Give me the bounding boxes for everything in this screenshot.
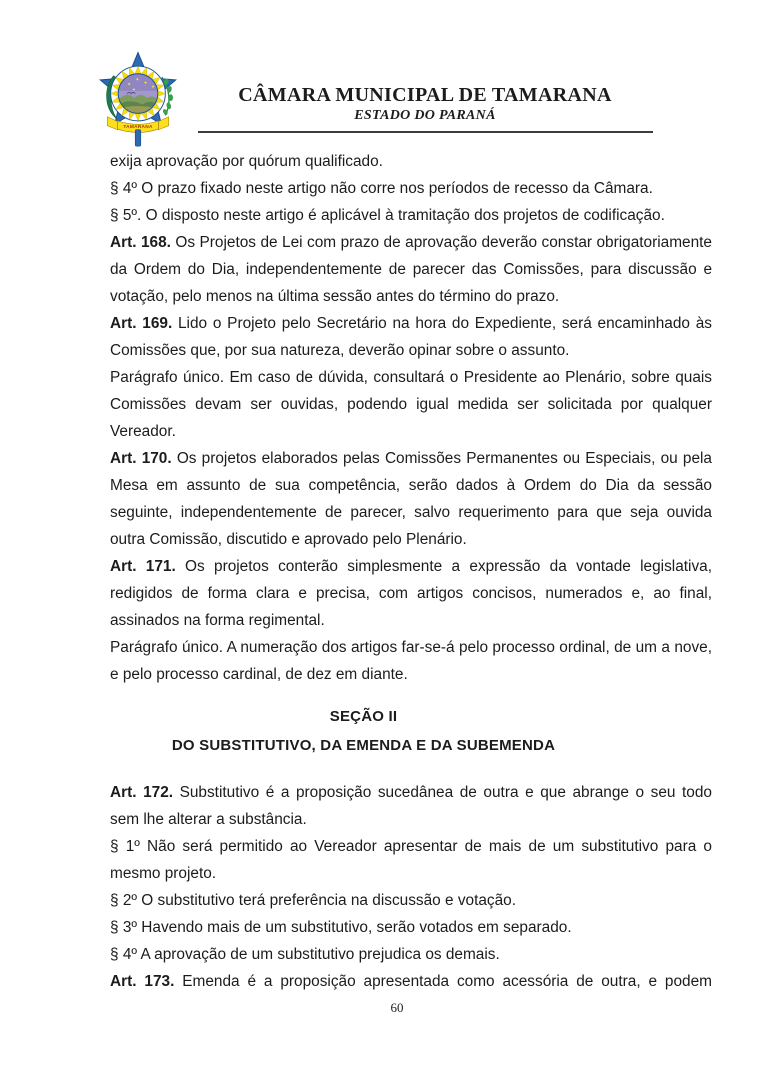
document-paragraph: § 3º Havendo mais de um substitutivo, serão votados em separado. — [110, 919, 572, 936]
document-paragraph: Parágrafo único. Em caso de dúvida, consultará o Presidente ao Plenário, sobre quais Comissões devam ser ouvidas, podendo igual medida ser solicitada por qualquer Vereador. — [110, 369, 712, 440]
document-paragraph: Parágrafo único. A numeração dos artigos far-se-á pelo processo ordinal, de um a nove, e pelo processo cardinal, de dez em diante. — [110, 639, 712, 683]
header-text-block — [190, 84, 660, 133]
document-paragraph: Art. 171. Os projetos conterão simplesmente a expressão da vontade legislativa, redigidos de forma clara e precisa, com artigos concisos, numerados e, ao final, assinados na forma regimental. — [110, 558, 712, 629]
coat-of-arms-icon — [97, 51, 179, 147]
document-paragraph: Art. 169. Lido o Projeto pelo Secretário na hora do Expediente, será encaminhado às Comissões que, por sua natureza, deverão opinar sobre o assunto. — [110, 315, 712, 359]
article-number: Art. 169. — [110, 315, 173, 332]
section-heading-line: DO SUBSTITUTIVO, DA EMENDA E DA SUBEMENDA — [171, 737, 556, 754]
document-paragraph: § 1º Não será permitido ao Vereador apresentar de mais de um substitutivo para o mesmo projeto. — [110, 838, 712, 882]
header-divider — [198, 131, 653, 133]
article-number: Art. 168. — [110, 234, 171, 251]
document-paragraph: § 5º. O disposto neste artigo é aplicável à tramitação dos projetos de codificação. — [110, 207, 665, 224]
article-number: Art. 170. — [110, 450, 172, 467]
section-heading-line: SEÇÃO II — [329, 708, 398, 725]
section-heading — [110, 702, 617, 760]
document-paragraph: Art. 168. Os Projetos de Lei com prazo de aprovação deverão constar obrigatoriamente da Ordem do Dia, independentemente de parecer das Comissões, para discussão e votação, pelo menos na última sessão antes do término do prazo. — [110, 234, 712, 305]
document-paragraph: exija aprovação por quórum qualificado. — [110, 153, 383, 170]
article-number: Art. 173. — [110, 973, 175, 990]
page-title: CÂMARA MUNICIPAL DE TAMARANA — [238, 84, 612, 106]
tamarana-emblem — [97, 51, 179, 147]
document-paragraph: Art. 172. Substitutivo é a proposição sucedânea de outra e que abrange o seu todo sem lhe alterar a substância. — [110, 784, 712, 828]
document-paragraph: § 4º O prazo fixado neste artigo não corre nos períodos de recesso da Câmara. — [110, 180, 653, 197]
article-number: Art. 172. — [110, 784, 174, 801]
page-number: 60 — [390, 1000, 404, 1015]
article-number: Art. 171. — [110, 558, 176, 575]
document-paragraph: § 4º A aprovação de um substitutivo prejudica os demais. — [110, 946, 500, 963]
page-subtitle: ESTADO DO PARANÁ — [354, 108, 496, 123]
ribbon-text: TAMARANA — [123, 125, 153, 131]
document-paragraph: Art. 170. Os projetos elaborados pelas Comissões Permanentes ou Especiais, ou pela Mesa em assunto de sua competência, serão dados à Ordem do Dia da sessão seguinte, independentemente de parecer, salvo requerimento para que seja ouvida outra Comissão, discutido e aprovado pelo Plenário. — [110, 450, 712, 548]
document-body — [110, 148, 712, 995]
document-paragraph: Art. 173. Emenda é a proposição apresentada como acessória de outra, e podem — [110, 973, 712, 990]
emblem-stem — [135, 130, 140, 146]
document-paragraph: § 2º O substitutivo terá preferência na discussão e votação. — [110, 892, 517, 909]
